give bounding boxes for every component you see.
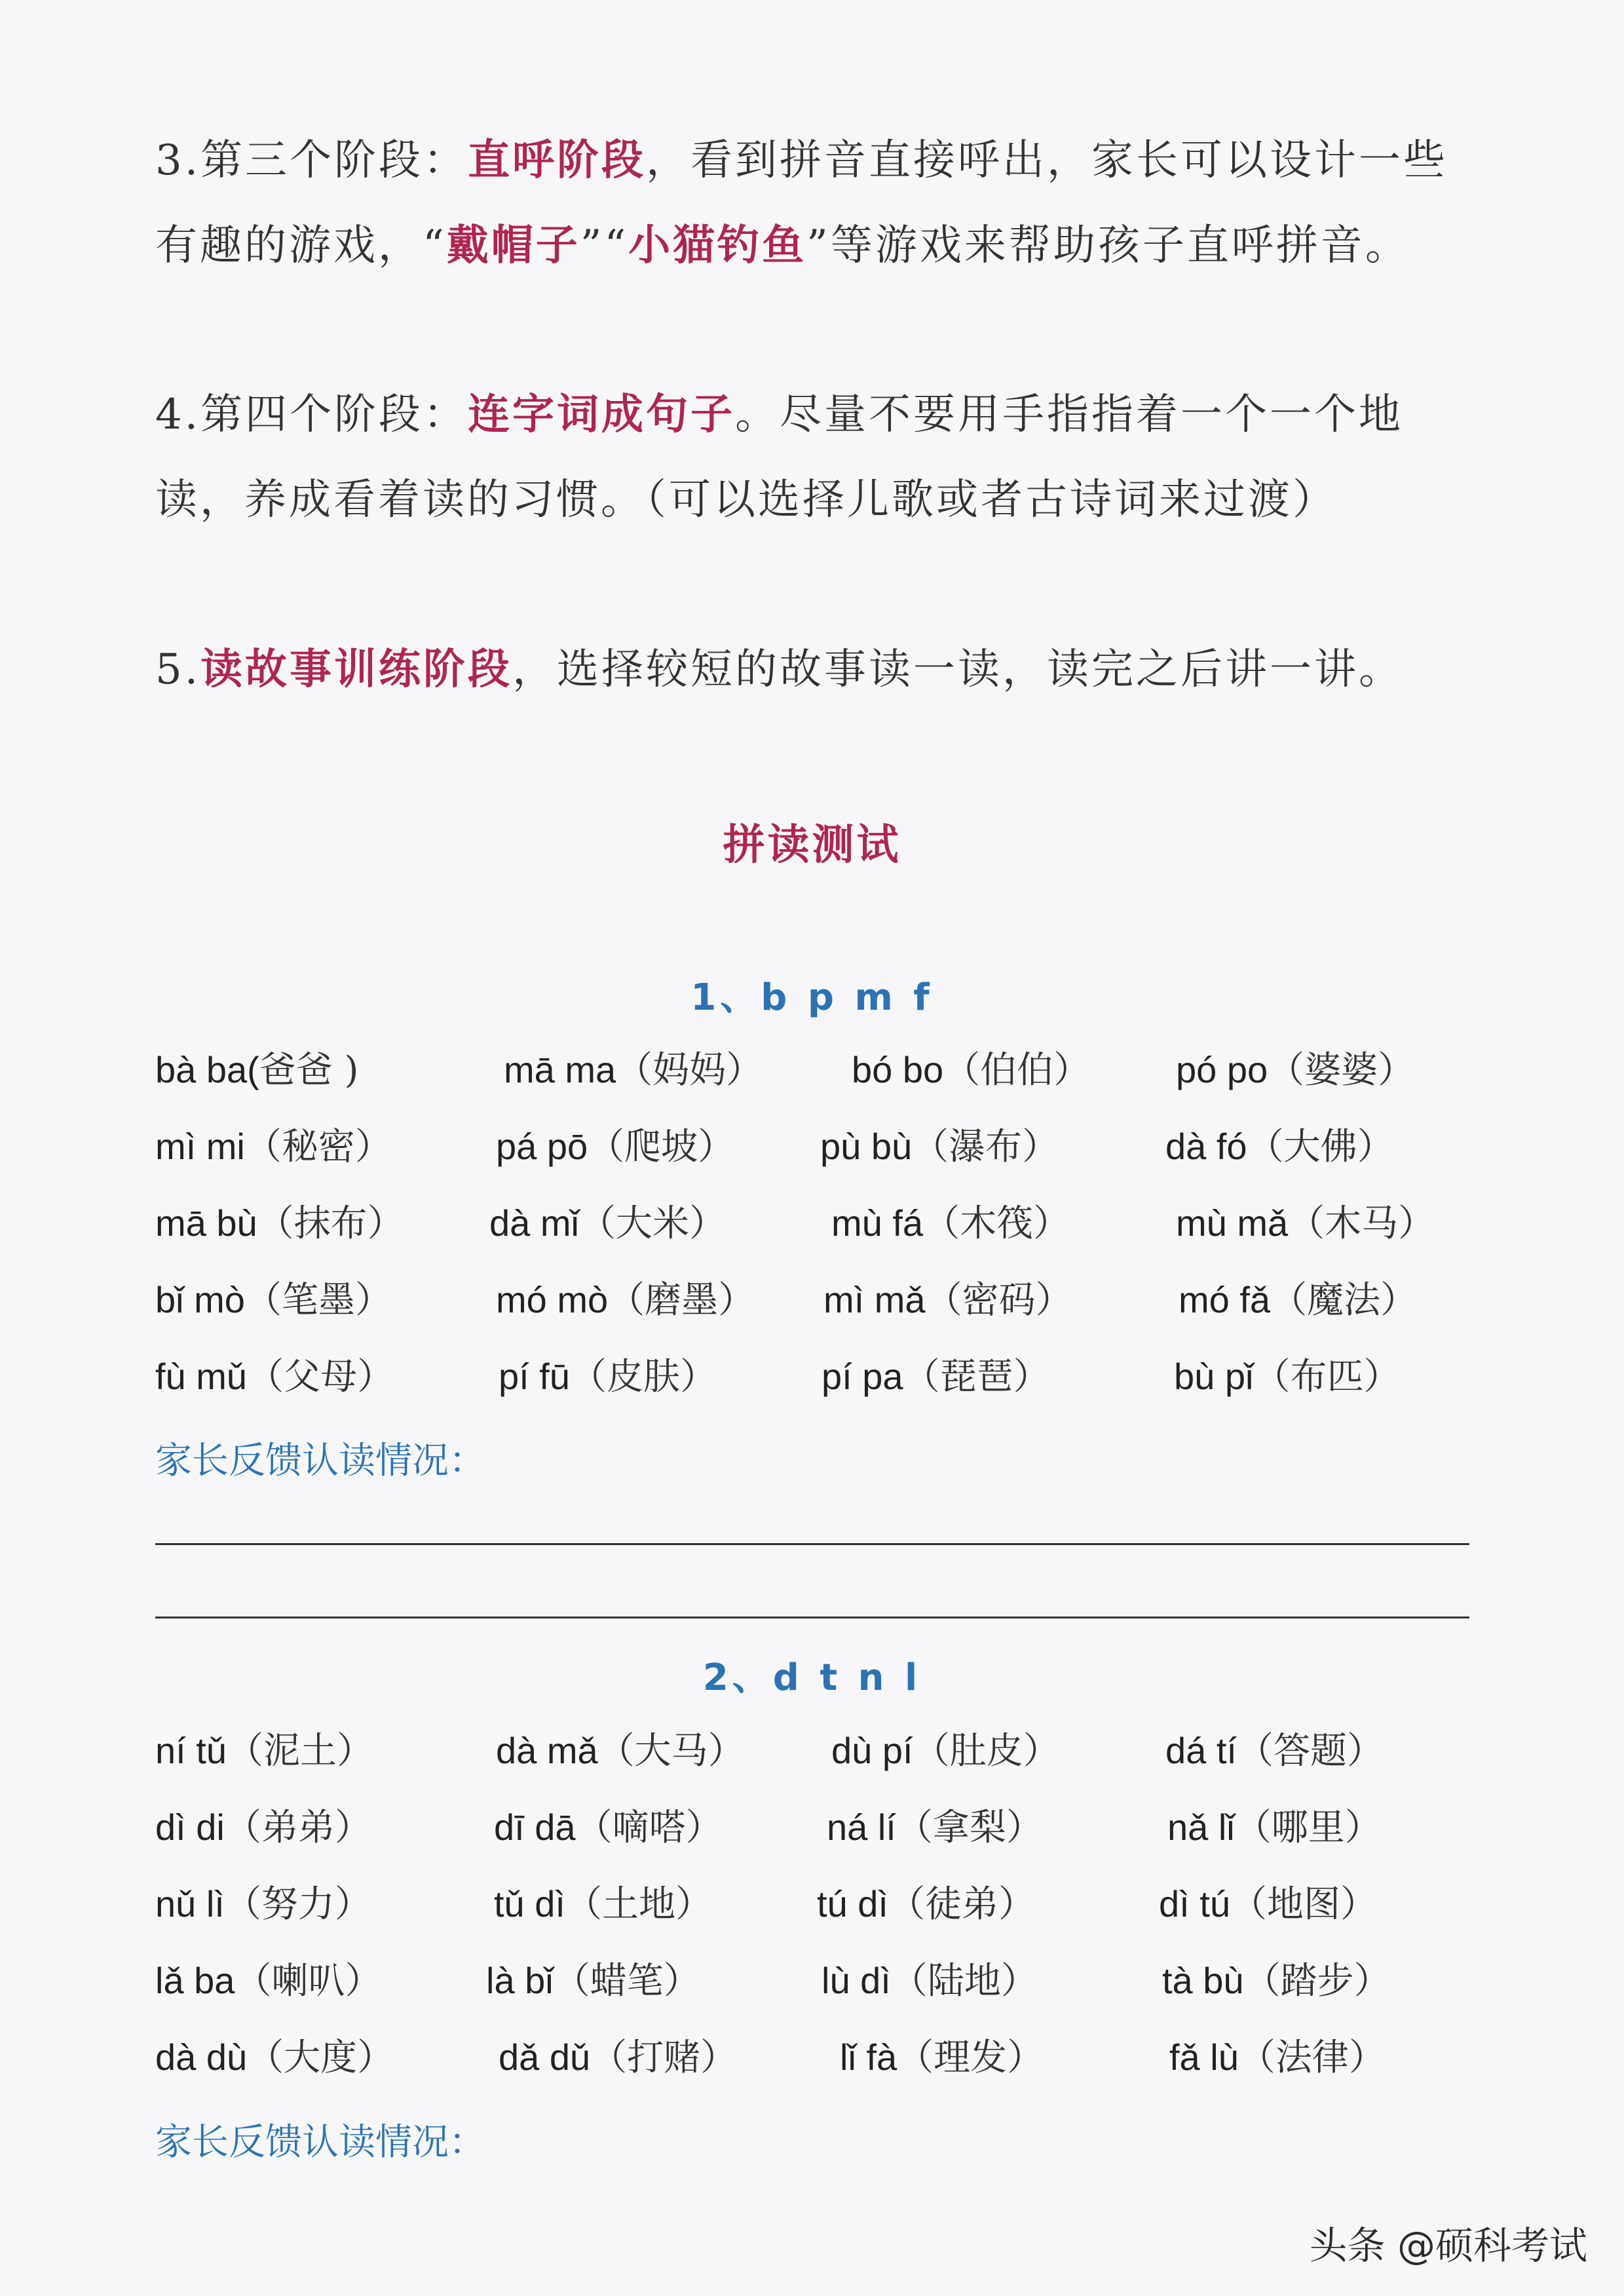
stage-3-game-1: 戴帽子 bbox=[446, 221, 580, 270]
word-item: nǔ lì（努力） bbox=[155, 1883, 371, 1926]
word-item: dà fó（大佛） bbox=[1165, 1126, 1394, 1168]
stage-4-text: 。尽量不要用手指指着一个一个地读，养成看着读的习惯。（可以选择儿歌或者古诗词来过渡） bbox=[155, 391, 1404, 524]
word-item: pí fū（皮肤） bbox=[499, 1356, 717, 1398]
word-item: dù pí（肚皮） bbox=[831, 1730, 1060, 1772]
word-row bbox=[155, 1185, 1498, 1261]
stage-4-highlight: 连字词成句子 bbox=[468, 391, 736, 439]
word-item: bù pǐ（布匹） bbox=[1174, 1356, 1401, 1398]
word-item: nǎ lǐ（哪里） bbox=[1167, 1807, 1382, 1849]
word-item: mā bù（抹布） bbox=[155, 1202, 404, 1245]
word-item: pù bù（瀑布） bbox=[820, 1126, 1059, 1168]
word-row bbox=[155, 1338, 1498, 1415]
test-title: 拼读测试 bbox=[723, 821, 901, 870]
word-item: bó bo（伯伯） bbox=[852, 1049, 1091, 1092]
stage-3-paragraph bbox=[155, 118, 1472, 288]
word-item: dà mǐ（大米） bbox=[489, 1202, 726, 1245]
stage-3-prefix: 3.第三个阶段： bbox=[155, 136, 468, 185]
word-item: pá pō（爬坡） bbox=[496, 1126, 735, 1168]
stage-3-suffix: ”等游戏来帮助孩子直呼拼音。 bbox=[806, 221, 1410, 270]
word-item: mì mǎ（密码） bbox=[823, 1279, 1072, 1322]
word-item: dì di（弟弟） bbox=[155, 1807, 371, 1849]
word-item: bà ba(爸爸 ) bbox=[155, 1049, 359, 1092]
word-item: fù mǔ（父母） bbox=[155, 1356, 394, 1398]
word-row bbox=[155, 1031, 1498, 1108]
word-row bbox=[155, 1712, 1498, 1789]
word-item: dǎ dǔ（打赌） bbox=[499, 2037, 738, 2079]
word-row bbox=[155, 1942, 1498, 2019]
answer-line[interactable] bbox=[155, 1543, 1469, 1545]
section-1-word-grid bbox=[155, 1031, 1498, 1415]
stage-5-text: ，选择较短的故事读一读，读完之后讲一讲。 bbox=[512, 645, 1404, 694]
word-item: dà dù（大度） bbox=[155, 2037, 394, 2079]
word-row bbox=[155, 1261, 1498, 1338]
word-item: tà bù（踏步） bbox=[1162, 1960, 1391, 2002]
word-item: mā ma（妈妈） bbox=[504, 1049, 763, 1092]
word-item: dá tí（答题） bbox=[1165, 1730, 1384, 1772]
stage-3-game-2: 小猫钓鱼 bbox=[628, 221, 807, 270]
word-item: bǐ mò（笔墨） bbox=[155, 1279, 392, 1322]
word-row bbox=[155, 1789, 1498, 1866]
stage-5-highlight: 读故事训练阶段 bbox=[200, 645, 513, 694]
section-1-title: 1、b p m f bbox=[690, 976, 934, 1019]
word-item: mó fǎ（魔法） bbox=[1179, 1279, 1418, 1322]
stage-4-prefix: 4.第四个阶段： bbox=[155, 391, 468, 439]
word-item: mù mǎ（木马） bbox=[1176, 1202, 1435, 1245]
word-item: pó po（婆婆） bbox=[1176, 1049, 1415, 1092]
section-2-feedback-label: 家长反馈认读情况： bbox=[155, 2121, 485, 2164]
word-row bbox=[155, 1866, 1498, 1942]
section-1-feedback-label: 家长反馈认读情况： bbox=[155, 1440, 485, 1482]
stage-4-paragraph bbox=[155, 372, 1472, 543]
word-item: lǎ ba（喇叭） bbox=[155, 1960, 382, 2002]
word-item: mì mi（秘密） bbox=[155, 1126, 392, 1168]
answer-line[interactable] bbox=[155, 1617, 1469, 1618]
word-item: dī dā（嘀嗒） bbox=[494, 1807, 723, 1849]
word-item: ná lí（拿梨） bbox=[827, 1807, 1043, 1849]
word-item: dà mǎ（大马） bbox=[496, 1730, 745, 1772]
stage-3-highlight: 直呼阶段 bbox=[468, 136, 647, 185]
word-row bbox=[155, 2019, 1498, 2095]
word-item: lù dì（陆地） bbox=[821, 1960, 1038, 2002]
stage-5-prefix: 5. bbox=[155, 645, 201, 694]
word-item: ní tǔ（泥土） bbox=[155, 1730, 373, 1772]
word-item: mó mò（磨墨） bbox=[496, 1279, 755, 1322]
word-item: tú dì（徒弟） bbox=[817, 1883, 1035, 1926]
word-item: là bǐ（蜡笔） bbox=[486, 1960, 700, 2002]
word-row bbox=[155, 1108, 1498, 1185]
stage-3-text: ，看到拼音直接呼出，家长可以设计一些有趣的游戏，“ bbox=[155, 136, 1448, 270]
section-2-word-grid bbox=[155, 1712, 1498, 2095]
stage-3-quote-mid: ”“ bbox=[580, 221, 629, 270]
word-item: fǎ lù（法律） bbox=[1169, 2037, 1386, 2079]
word-item: pí pa（琵琶） bbox=[821, 1356, 1050, 1398]
stage-5-paragraph bbox=[155, 627, 1472, 712]
word-item: tǔ dì（土地） bbox=[494, 1883, 712, 1926]
section-2-title: 2、d t n l bbox=[702, 1656, 922, 1699]
watermark: 头条 @硕科考试 bbox=[1309, 2223, 1587, 2268]
word-item: mù fá（木筏） bbox=[831, 1202, 1070, 1245]
word-item: lǐ fà（理发） bbox=[840, 2037, 1044, 2079]
word-item: dì tú（地图） bbox=[1159, 1883, 1377, 1926]
